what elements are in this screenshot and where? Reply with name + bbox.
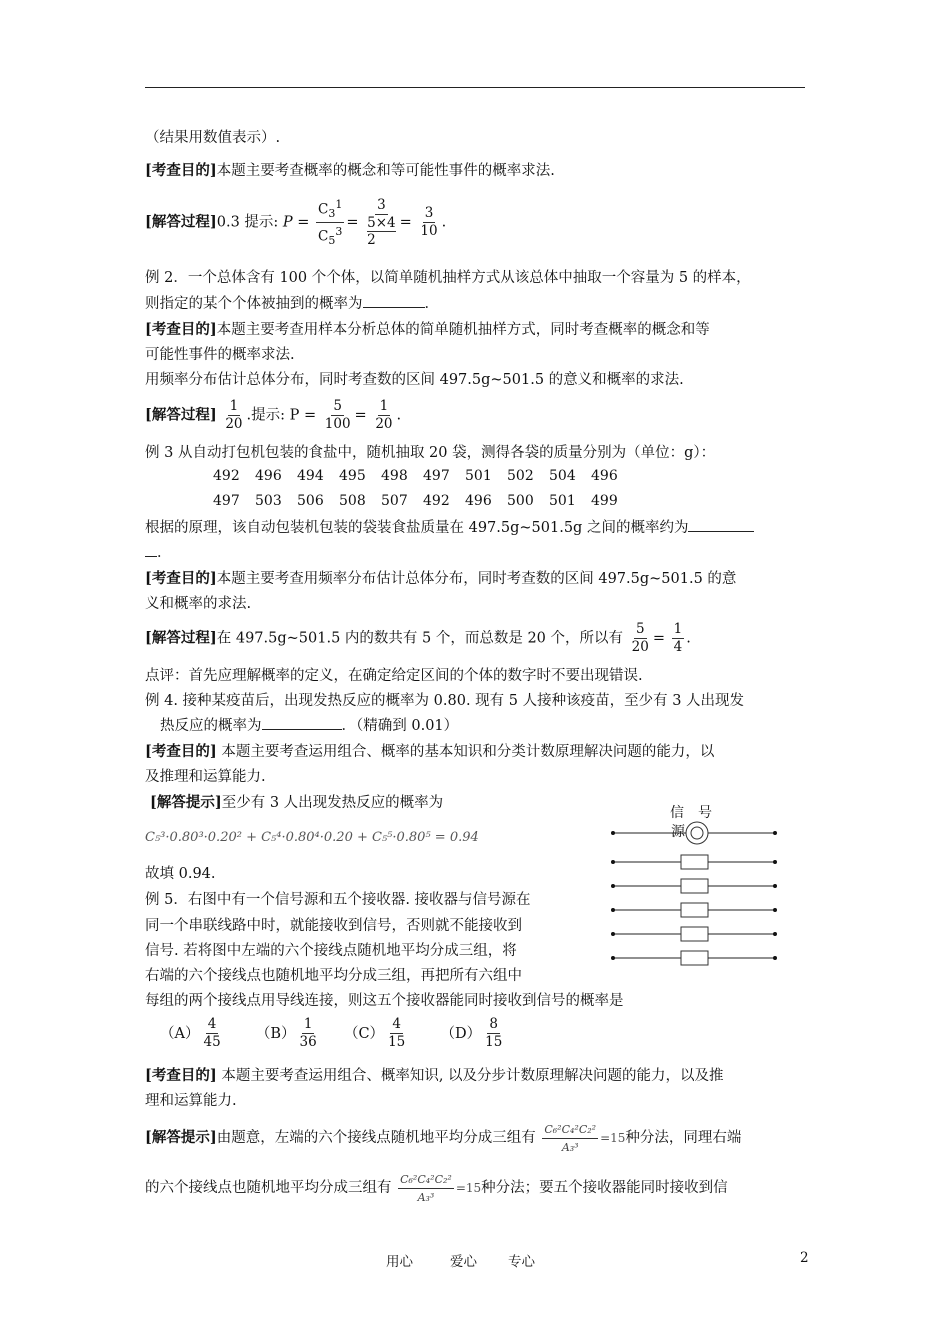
fraction-part: 2 [367, 231, 376, 248]
example-4-line-1: 例 4. 接种某疫苗后，出现发热反应的概率为 0.80. 现有 5 人接种该疫苗，至少有 3 人出现发 [145, 693, 745, 709]
fraction-part: C [318, 228, 329, 245]
example-2-text: 则指定的某个个体被抽到的概率为 [145, 296, 363, 312]
fraction: $\frac{C_3^1}{C_5^3}$ [318, 198, 343, 248]
fraction [386, 1016, 407, 1051]
example-5-line-5: 每组的两个接线点用导线连接，则这五个接收器能同时接收到信号的概率是 [145, 993, 624, 1009]
fraction-part: C [318, 201, 329, 218]
objective-2-cont: 可能性事件的概率求法. [145, 347, 295, 363]
receiver-row-2 [611, 879, 777, 893]
data-cell: 492 [423, 493, 450, 509]
footer-text-3: 专心 [508, 1254, 535, 1270]
header-rule [145, 87, 805, 88]
footer-text-1: 用心 [386, 1254, 413, 1270]
receiver-row-1 [611, 855, 777, 869]
answer-blank[interactable] [688, 531, 754, 532]
example-4-line-2 [160, 716, 458, 736]
line-result-hint: （结果用数值表示）. [145, 130, 281, 146]
objective-3 [145, 569, 736, 589]
option-a-label: （A） [160, 1025, 200, 1042]
answer-4: 故填 0.94. [145, 866, 216, 882]
objective-4-cont: 及推理和运算能力. [145, 769, 266, 785]
option-b-label: （B） [255, 1025, 296, 1042]
option-c-label: （C） [343, 1025, 385, 1042]
formula-4: C₅³·0.80³·0.20² + C₅⁴·0.80⁴·0.20 + C₅⁵·0.80⁵ = 0.94 [145, 830, 479, 845]
fraction-part: 5×4 [367, 214, 396, 231]
fraction-part: 20 [375, 416, 393, 432]
data-cell: 501 [465, 468, 492, 484]
receiver-box [681, 903, 708, 917]
solution-2: [解答过程] $\frac{1}{20}$ .提示: P = $\frac{5}{100}$ = $\frac{1}{20}$ . [145, 398, 402, 432]
signal-label-2: 源 [671, 824, 685, 840]
objective-1 [145, 161, 555, 181]
example-3-line-3 [145, 543, 172, 563]
fraction-part: 20 [631, 639, 649, 655]
objective-3-cont: 义和概率的求法. [145, 596, 252, 612]
objective-text: 本题主要考查用频率分布估计总体分布，同时考查数的区间 497.5g~501.5 的意 [216, 571, 737, 587]
receiver-box [681, 927, 708, 941]
option-d[interactable] [440, 1016, 506, 1050]
fraction-part: 45 [203, 1034, 221, 1050]
data-cell: 496 [255, 468, 282, 484]
fraction-part: 15 [485, 1034, 503, 1050]
objective-text: 本题主要考查运用组合、概率知识, 以及分步计数原理解决问题的能力，以及推 [216, 1068, 724, 1084]
data-cell: 498 [381, 468, 408, 484]
objective-2-extra: 用频率分布估计总体分布，同时考查数的区间 497.5g~501.5 的意义和概率的求法. [145, 372, 684, 388]
tag-solution: [解答过程] [145, 406, 217, 424]
fraction-part: 1 [673, 621, 683, 637]
fraction-part: A₃³ [417, 1190, 435, 1204]
fraction [298, 1016, 319, 1051]
combination-value: =15 [600, 1131, 626, 1145]
terminal-left [611, 908, 615, 912]
hint-text: 由题意，左端的六个接线点随机地平均分成三组有 [216, 1130, 536, 1146]
fraction-part: 3 [424, 205, 434, 222]
combination-value: =15 [455, 1181, 482, 1195]
fraction [418, 205, 439, 240]
tag-hint: [解答提示] [145, 1129, 217, 1146]
fraction-part: A₃³ [561, 1140, 579, 1154]
fraction-part: 3 [377, 196, 386, 213]
fraction-part: C₆²C₄²C₂² [398, 1171, 454, 1189]
data-cell: 496 [591, 468, 618, 484]
data-cell: 500 [507, 493, 534, 509]
hint-text: 至少有 3 人出现发热反应的概率为 [221, 795, 444, 811]
terminal-right [773, 932, 777, 936]
fraction-part: 10 [420, 223, 438, 240]
data-row-2 [213, 493, 633, 509]
receiver-box [681, 951, 708, 965]
hint-text: 的六个接线点也随机地平均分成三组有 [145, 1180, 392, 1196]
tag-hint: [解答提示] [150, 794, 222, 811]
data-cell: 501 [549, 493, 576, 509]
answer-blank[interactable] [363, 307, 425, 308]
signal-label-1: 信 号 [670, 805, 712, 821]
fraction-part: 1 [379, 398, 389, 414]
fraction-part: 36 [299, 1034, 317, 1050]
solution-1: [解答过程]0.3 提示: P = $\frac{C_3^1}{C_5^3}$ = 3 5×4 2 = $\frac{3}{10}$ . [145, 196, 447, 248]
example-5-line-4: 右端的六个接线点也随机地平均分成三组，再把所有六组中 [145, 968, 522, 984]
tag-solution: [解答过程] [145, 213, 217, 231]
fraction-part: 15 [388, 1034, 406, 1050]
solution-text: 在 497.5g~501.5 内的数共有 5 个，而总数是 20 个，所以有 [216, 630, 624, 647]
terminal-left-1 [611, 831, 615, 835]
data-row-1 [213, 468, 633, 484]
fraction-part: 5 [333, 398, 342, 414]
example-3-line-1: 例 3 从自动打包机包装的食盐中，随机抽取 20 袋，测得各袋的质量分别为（单位：g）： [145, 445, 716, 461]
example-5-line-1: 例 5．右图中有一个信号源和五个接收器. 接收器与信号源在 [145, 892, 531, 908]
objective-text: 本题主要考查运用组合、概率的基本知识和分类计数原理解决问题的能力，以 [216, 744, 715, 760]
precision-note: ．（精确到 0.01） [341, 718, 459, 734]
option-c[interactable] [343, 1016, 409, 1050]
terminal-right-1 [773, 831, 777, 835]
terminal-left [611, 860, 615, 864]
fraction-part: 1 [229, 398, 239, 414]
receiver-row-4 [611, 927, 777, 941]
fraction-part: 100 [324, 416, 351, 432]
example-5-line-3: 信号. 若将图中左端的六个接线点随机地平均分成三组，将 [145, 943, 517, 959]
objective-text: 本题主要考查用样本分析总体的简单随机抽样方式，同时考查概率的概念和等 [216, 322, 710, 338]
fraction [223, 398, 244, 433]
data-cell: 506 [297, 493, 324, 509]
comment: 点评：首先应理解概率的定义，在确定给定区间的个体的数字时不要出现错误. [145, 668, 643, 684]
receiver-box [681, 879, 708, 893]
fraction-part: 20 [225, 416, 243, 432]
data-cell: 508 [339, 493, 366, 509]
tag-objective: [考查目的] [145, 162, 217, 179]
signal-source-inner [691, 827, 703, 839]
terminal-right [773, 884, 777, 888]
objective-5-cont: 理和运算能力. [145, 1093, 237, 1109]
terminal-left [611, 932, 615, 936]
fraction-part: 4 [673, 639, 683, 655]
solution-text: .提示: P = [246, 407, 317, 424]
punct: ． [424, 296, 439, 312]
example-3-line-2 [145, 518, 754, 538]
tag-objective: [考查目的] [145, 1067, 217, 1084]
hint-4 [150, 793, 443, 813]
fraction [201, 1016, 222, 1051]
fraction-part: 4 [392, 1016, 401, 1032]
punct: ． [157, 545, 172, 561]
receiver-row-5 [611, 951, 777, 965]
hint-text-cont: 种分法；要五个接收器能同时接收到信 [481, 1180, 728, 1196]
fraction [373, 398, 394, 433]
terminal-left [611, 884, 615, 888]
fraction [672, 621, 685, 656]
answer-blank-cont[interactable] [145, 556, 157, 557]
hint-5-line-2 [145, 1168, 728, 1208]
fraction-part: 5 [635, 621, 645, 637]
data-cell: 503 [255, 493, 282, 509]
data-cell: 495 [339, 468, 366, 484]
tag-objective: [考查目的] [145, 743, 217, 760]
receiver-box [681, 855, 708, 869]
tag-objective: [考查目的] [145, 570, 217, 587]
receiver-row-3 [611, 903, 777, 917]
data-cell: 497 [213, 493, 240, 509]
solution-text: 0.3 提示: [216, 214, 283, 231]
option-d-label: （D） [440, 1025, 482, 1042]
example-5-line-2: 同一个串联线路中时，就能接收到信号，否则就不能接收到 [145, 918, 522, 934]
signal-source-outer [686, 822, 708, 844]
terminal-left [611, 956, 615, 960]
terminal-right [773, 908, 777, 912]
terminal-right [773, 956, 777, 960]
fraction-part: C₆²C₄²C₂² [542, 1121, 598, 1139]
option-b[interactable] [255, 1016, 321, 1050]
fraction [365, 197, 398, 249]
example-2-line-1: 例 2．一个总体含有 100 个个体，以简单随机抽样方式从该总体中抽取一个容量为 5 的样本， [145, 270, 751, 286]
option-a[interactable] [160, 1016, 225, 1050]
data-cell: 494 [297, 468, 324, 484]
objective-text: 本题主要考查概率的概念和等可能性事件的概率求法. [216, 163, 555, 179]
answer-options [160, 1016, 506, 1051]
fraction [542, 1121, 598, 1156]
signal-circuit-diagram [605, 800, 795, 972]
example-2-line-2 [145, 294, 439, 314]
fraction-part: 8 [489, 1016, 498, 1032]
data-cell: 499 [591, 493, 618, 509]
formula-p: P = [282, 214, 310, 231]
objective-4 [145, 742, 714, 762]
fraction-part: 1 [303, 1016, 313, 1032]
answer-blank[interactable] [262, 729, 342, 730]
fraction-part: 4 [207, 1016, 217, 1032]
data-cell: 492 [213, 468, 240, 484]
fraction [323, 398, 353, 433]
footer-text-2: 爱心 [450, 1254, 477, 1270]
fraction [398, 1171, 454, 1206]
data-cell: 496 [465, 493, 492, 509]
objective-5 [145, 1066, 724, 1086]
fraction [630, 621, 651, 656]
tag-objective: [考查目的] [145, 321, 217, 338]
hint-5-line-1 [145, 1118, 741, 1158]
terminal-right [773, 860, 777, 864]
data-cell: 504 [549, 468, 576, 484]
example-4-text: 热反应的概率为 [160, 718, 262, 734]
fraction [483, 1016, 504, 1051]
objective-2 [145, 320, 710, 340]
page-number: 2 [800, 1250, 809, 1266]
tag-solution: [解答过程] [145, 629, 217, 647]
hint-text-cont: 种分法，同理右端 [625, 1130, 742, 1146]
data-cell: 507 [381, 493, 408, 509]
solution-3: [解答过程]在 497.5g~501.5 内的数共有 5 个，而总数是 20 个，所以有 $\frac{5}{20}$ = $\frac{1}{4}$ . [145, 621, 691, 655]
data-cell: 497 [423, 468, 450, 484]
example-3-text: 根据的原理，该自动包装机包装的袋装食盐质量在 497.5g~501.5g 之间的概率约为 [145, 520, 689, 536]
data-cell: 502 [507, 468, 534, 484]
